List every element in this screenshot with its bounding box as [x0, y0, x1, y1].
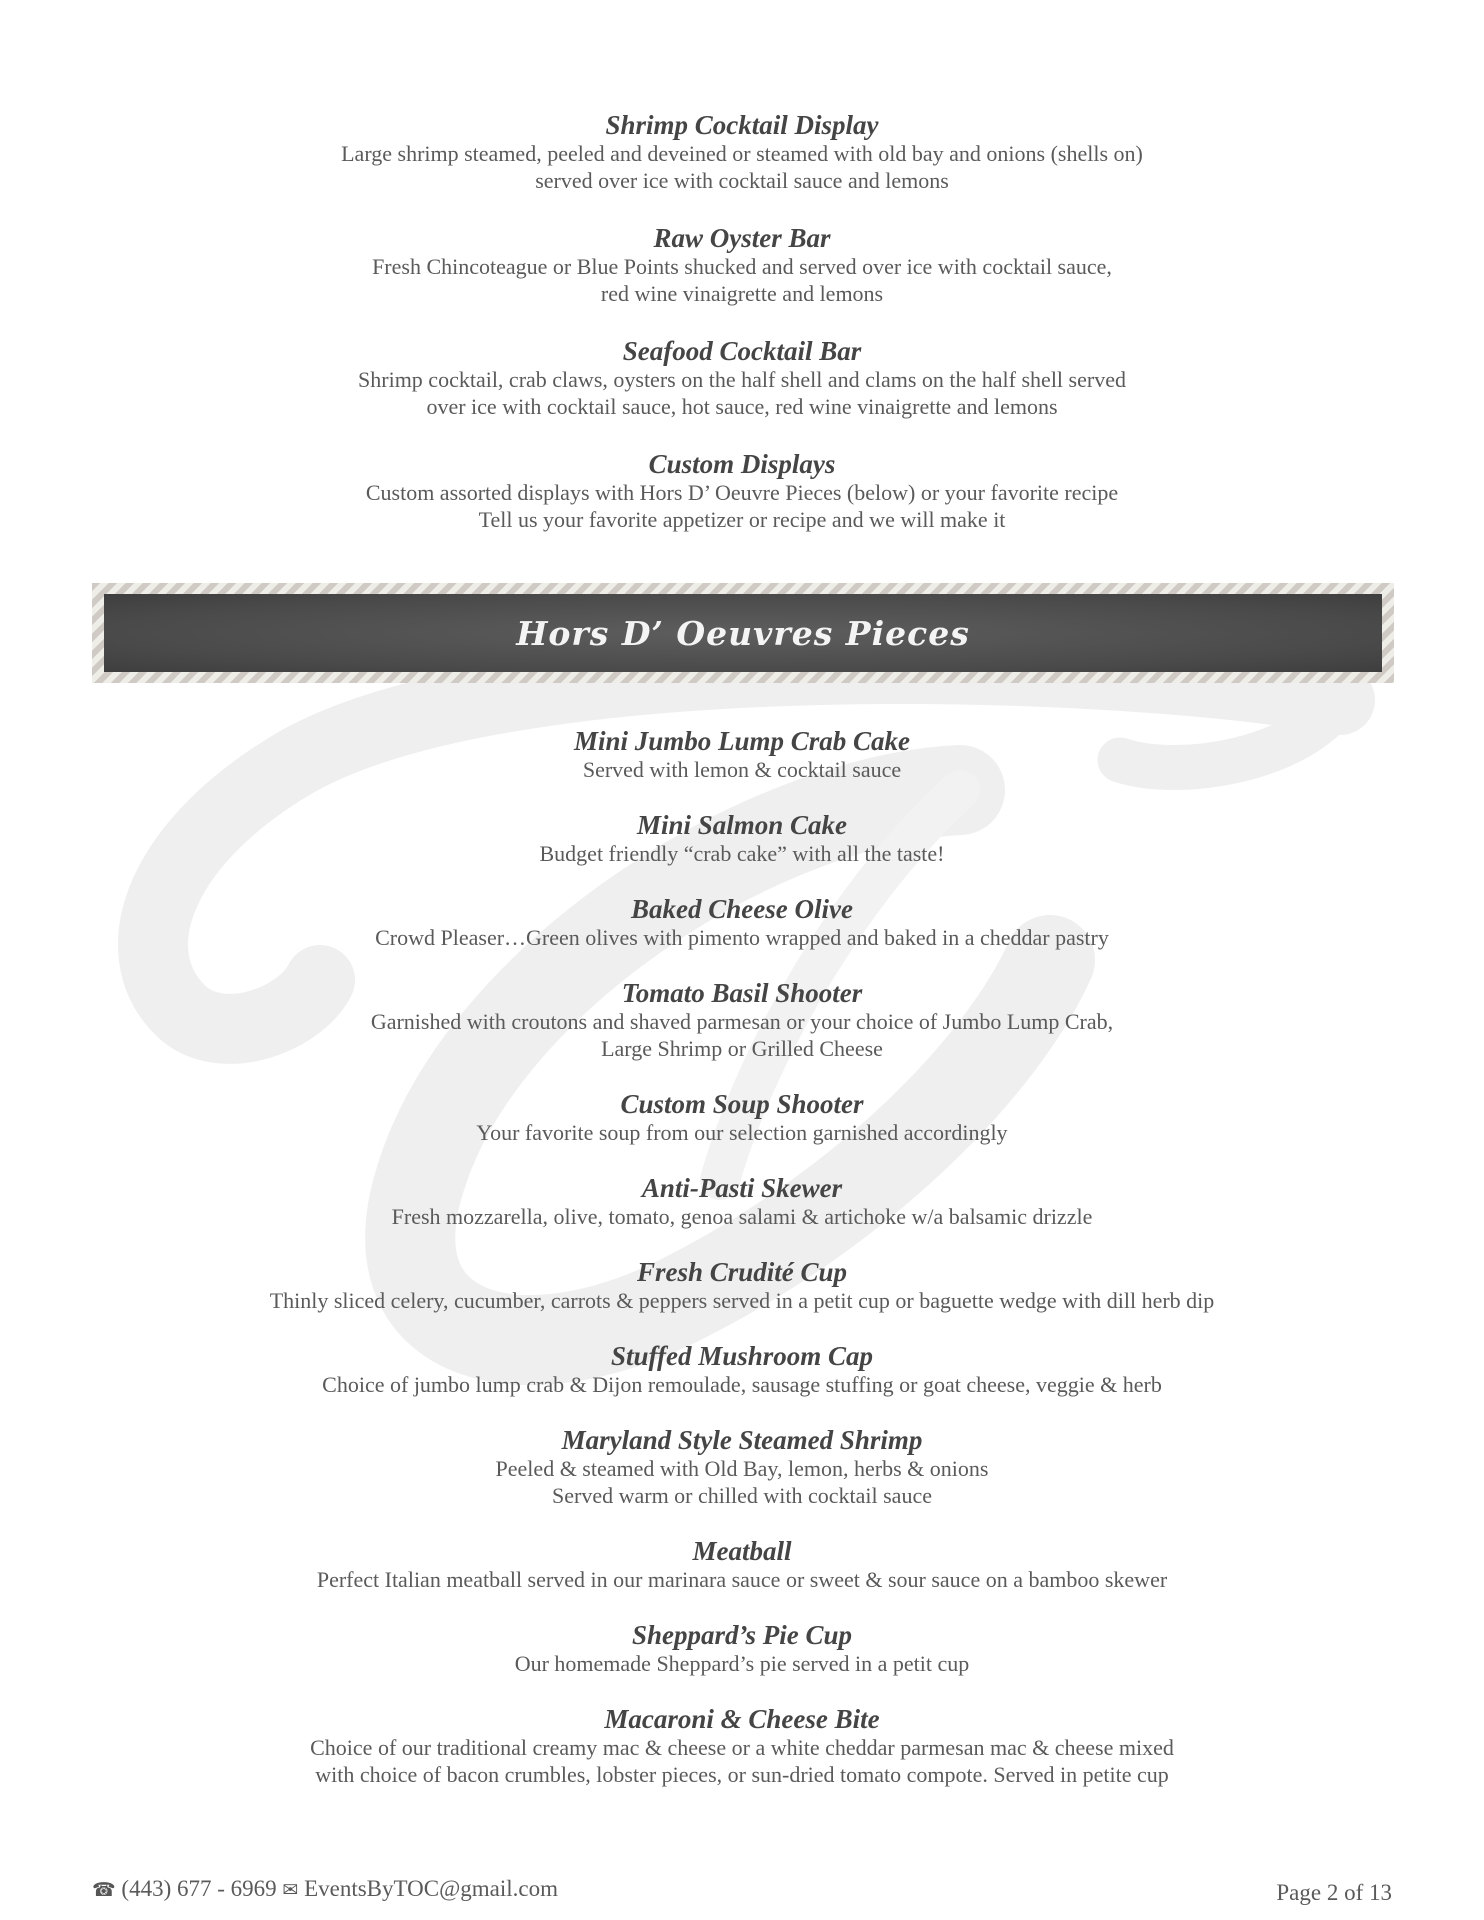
phone-number: (443) 677 - 6969 [121, 1876, 277, 1901]
menu-item-name: Mini Jumbo Lump Crab Cake [573, 726, 911, 756]
menu-item-name: Custom Soup Shooter [620, 1089, 864, 1119]
section-banner-chalkboard [104, 594, 1382, 672]
menu-item [0, 336, 1484, 420]
menu-item-description: Crowd Pleaser…Green olives with pimento wrapped and baked in a cheddar pastry [375, 925, 1109, 950]
hors-doeuvres-items-section [0, 726, 1484, 1815]
contact-info [92, 1876, 558, 1902]
menu-item-description: Fresh Chincoteague or Blue Points shucked and served over ice with cocktail sauce, [372, 254, 1112, 279]
menu-item [0, 449, 1484, 533]
menu-item-description: Large shrimp steamed, peeled and deveined or steamed with old bay and onions (shells on) [341, 141, 1143, 166]
email-address: EventsByTOC@gmail.com [304, 1876, 559, 1901]
menu-item [0, 110, 1484, 194]
menu-item-name: Meatball [692, 1536, 792, 1566]
menu-item-name: Stuffed Mushroom Cap [610, 1341, 874, 1371]
menu-item-description: Perfect Italian meatball served in our marinara sauce or sweet & sour sauce on a bamboo skewer [316, 1567, 1168, 1592]
page-number: Page 2 of 13 [1276, 1880, 1392, 1905]
menu-item [0, 1341, 1484, 1398]
phone-icon: ☎ [92, 1880, 116, 1901]
menu-item [0, 726, 1484, 783]
section-banner-title: Hors D’ Oeuvres Pieces [516, 613, 970, 653]
menu-item-description: Shrimp cocktail, crab claws, oysters on the half shell and clams on the half shell served [358, 367, 1126, 392]
menu-item [0, 1173, 1484, 1230]
menu-item [0, 978, 1484, 1062]
menu-item-name: Tomato Basil Shooter [621, 978, 863, 1008]
menu-item-description: red wine vinaigrette and lemons [600, 281, 884, 306]
menu-item-name: Custom Displays [648, 449, 836, 479]
menu-item-name: Sheppard’s Pie Cup [631, 1620, 853, 1650]
menu-item [0, 223, 1484, 307]
menu-item-description: with choice of bacon crumbles, lobster pieces, or sun-dried tomato compote. Served in petite cup [315, 1762, 1169, 1787]
envelope-icon: ✉ [282, 1880, 299, 1901]
menu-item [0, 1425, 1484, 1509]
menu-item-description: Tell us your favorite appetizer or recipe and we will make it [478, 507, 1006, 532]
menu-item-description: Choice of jumbo lump crab & Dijon remoulade, sausage stuffing or goat cheese, veggie & herb [322, 1372, 1162, 1397]
menu-item-description: Our homemade Sheppard’s pie served in a petit cup [514, 1651, 970, 1676]
menu-item-description: Custom assorted displays with Hors D’ Oeuvre Pieces (below) or your favorite recipe [365, 480, 1119, 505]
menu-item-name: Anti-Pasti Skewer [641, 1173, 843, 1203]
menu-item-description: Large Shrimp or Grilled Cheese [601, 1036, 883, 1061]
menu-item-description: Garnished with croutons and shaved parmesan or your choice of Jumbo Lump Crab, [370, 1009, 1114, 1034]
menu-item [0, 810, 1484, 867]
menu-item-name: Mini Salmon Cake [636, 810, 848, 840]
menu-item-description: over ice with cocktail sauce, hot sauce, red wine vinaigrette and lemons [426, 394, 1058, 419]
menu-item-description: Served warm or chilled with cocktail sauce [552, 1483, 932, 1508]
menu-item [0, 894, 1484, 951]
menu-item-description: Choice of our traditional creamy mac & cheese or a white cheddar parmesan mac & cheese mixed [310, 1735, 1174, 1760]
menu-item-description: Thinly sliced celery, cucumber, carrots & peppers served in a petit cup or baguette wedge with dill herb dip [269, 1288, 1215, 1313]
menu-item-description: served over ice with cocktail sauce and lemons [535, 168, 949, 193]
menu-item-name: Fresh Crudité Cup [636, 1257, 848, 1287]
section-banner [92, 583, 1394, 683]
menu-item-name: Seafood Cocktail Bar [622, 336, 862, 366]
menu-item-description: Your favorite soup from our selection garnished accordingly [476, 1120, 1008, 1145]
menu-item [0, 1620, 1484, 1677]
menu-item-description: Fresh mozzarella, olive, tomato, genoa salami & artichoke w/a balsamic drizzle [391, 1204, 1093, 1229]
menu-item-name: Macaroni & Cheese Bite [604, 1704, 880, 1734]
menu-item-description: Peeled & steamed with Old Bay, lemon, herbs & onions [495, 1456, 989, 1481]
menu-item-name: Maryland Style Steamed Shrimp [561, 1425, 923, 1455]
menu-item-name: Raw Oyster Bar [653, 223, 831, 253]
menu-item [0, 1536, 1484, 1593]
menu-item-description: Budget friendly “crab cake” with all the taste! [539, 841, 945, 866]
menu-item-name: Baked Cheese Olive [631, 894, 853, 924]
menu-item [0, 1704, 1484, 1788]
menu-item-name: Shrimp Cocktail Display [605, 110, 879, 140]
menu-item [0, 1257, 1484, 1314]
menu-item [0, 1089, 1484, 1146]
menu-item-description: Served with lemon & cocktail sauce [582, 757, 902, 782]
display-items-section [0, 110, 1484, 562]
